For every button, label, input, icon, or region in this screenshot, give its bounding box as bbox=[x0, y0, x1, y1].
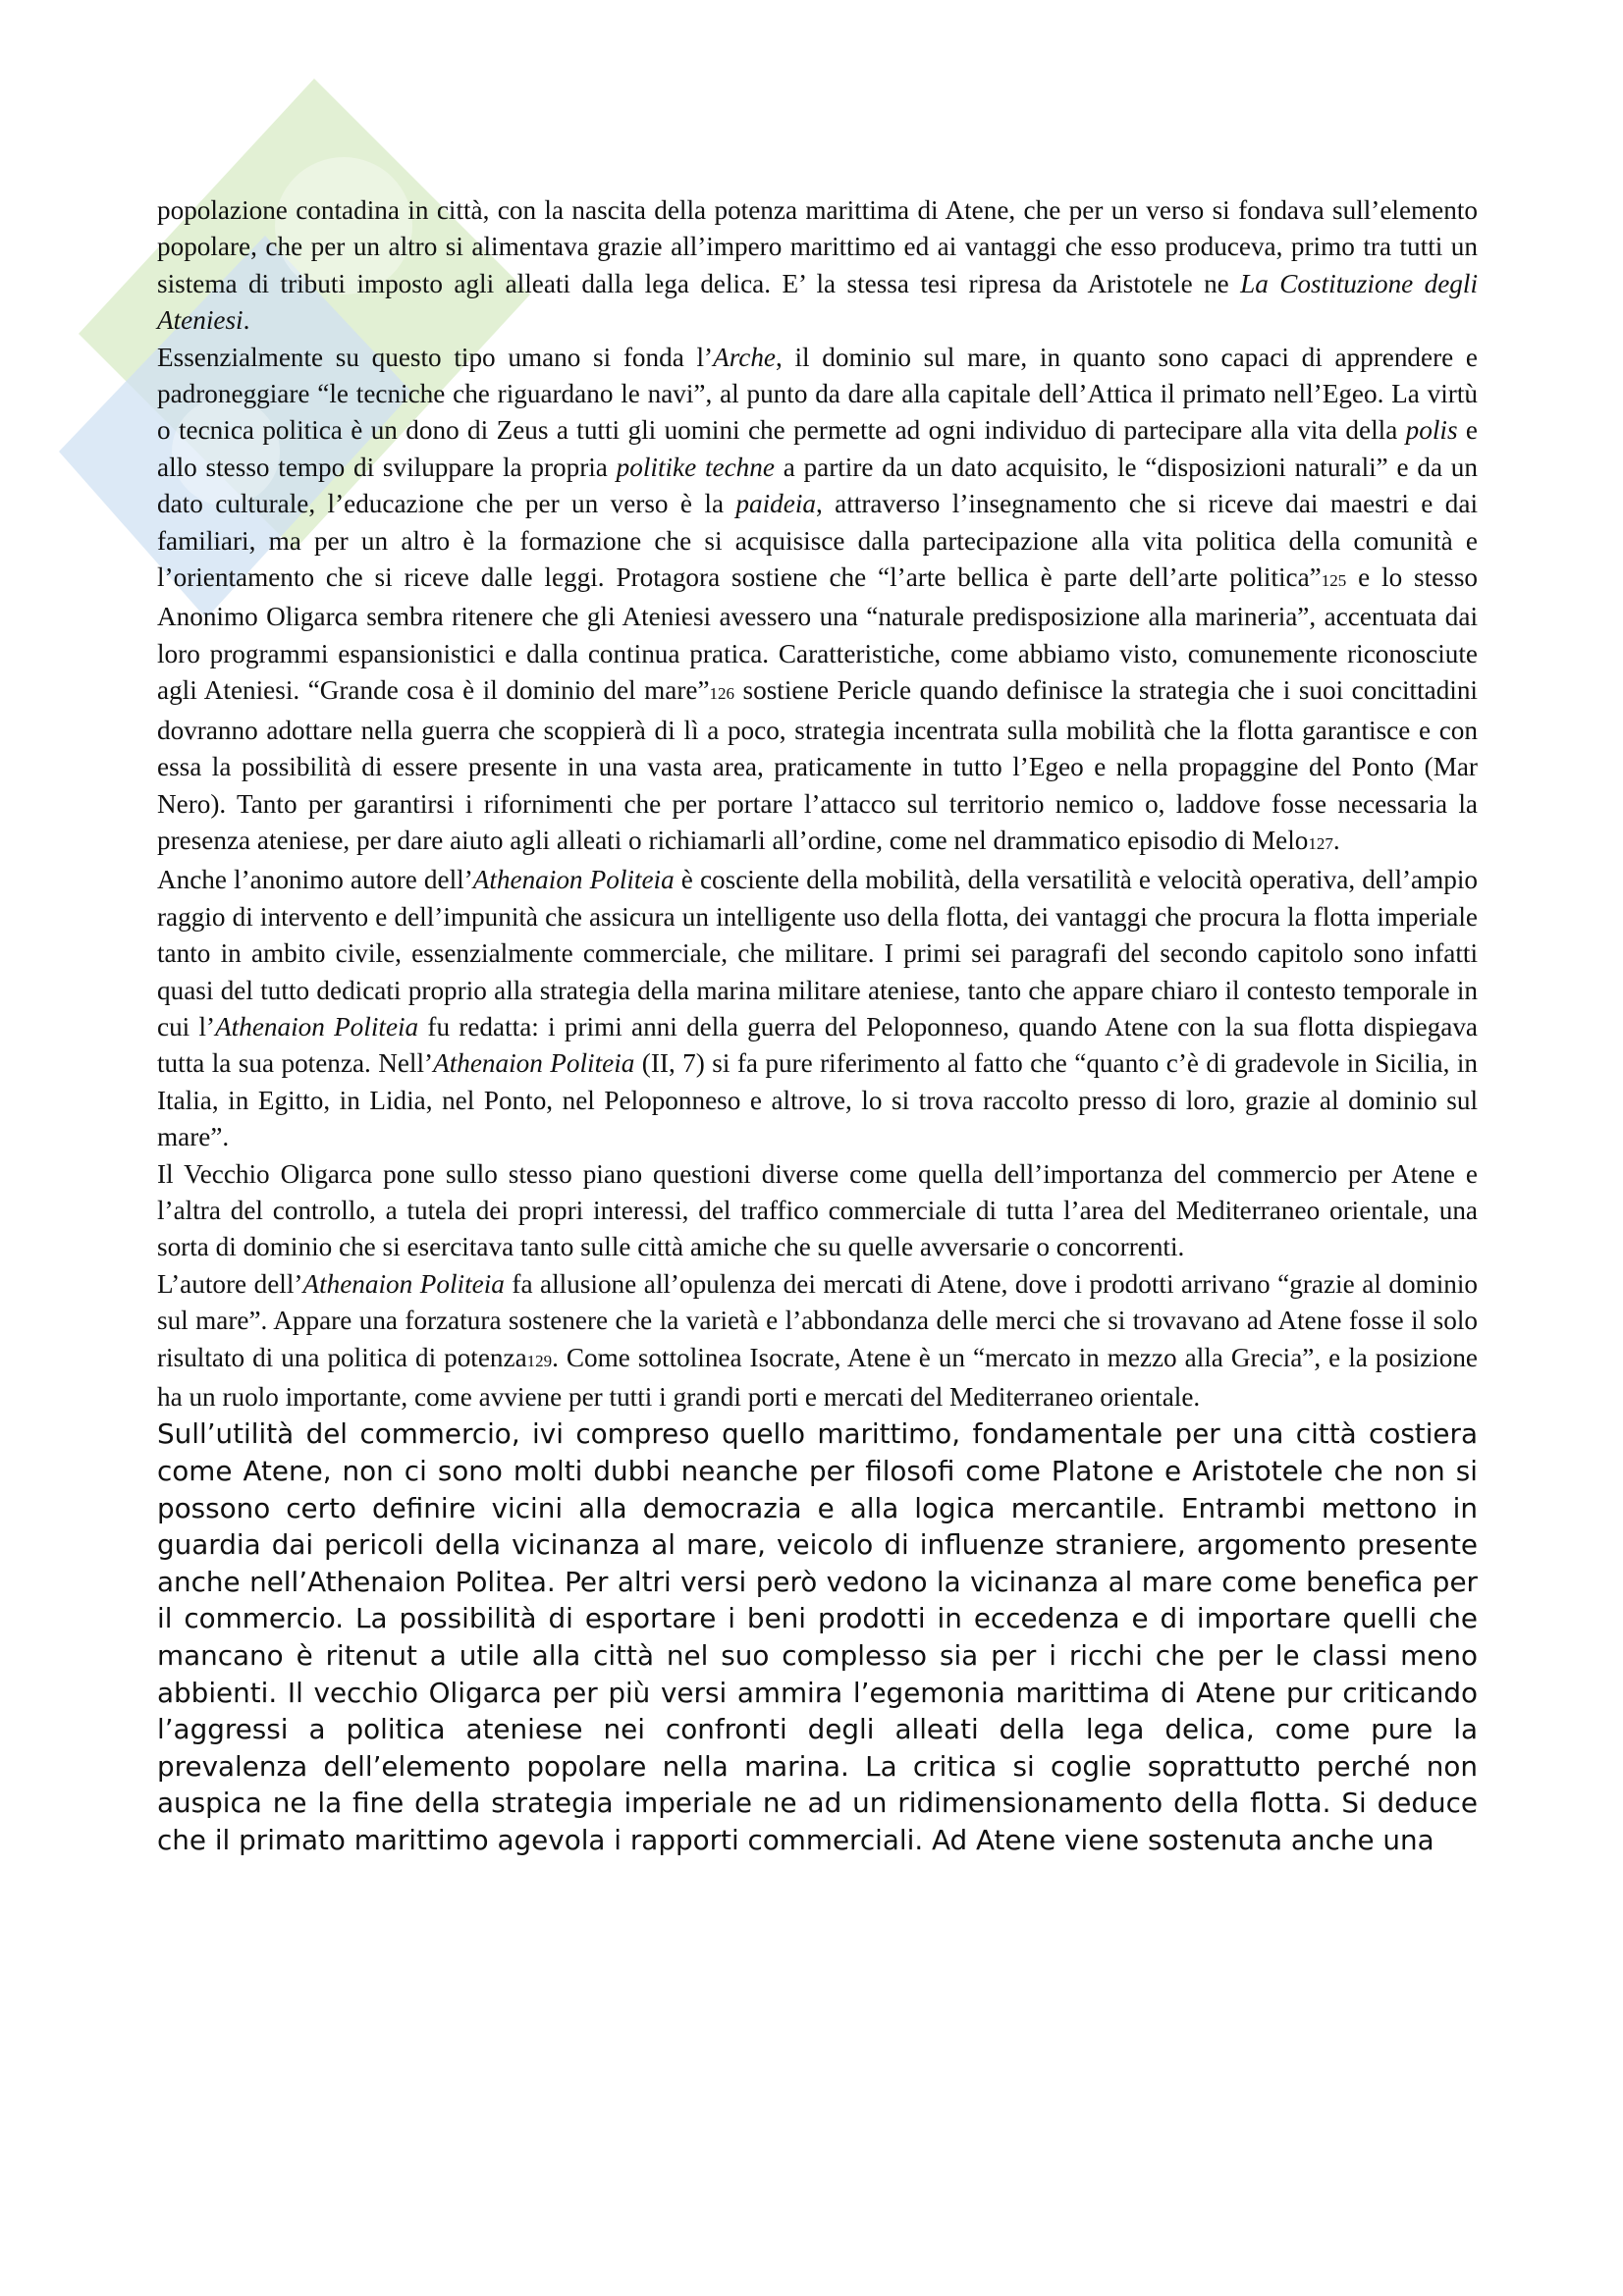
italic-title: Athenaion Politeia bbox=[215, 1011, 419, 1041]
paragraph-5: L’autore dell’Athenaion Politeia fa allusione all’opulenza dei mercati di Atene, dove i prodotti arrivano “grazie al dominio sul mare”. Appare una forzatura sostenere che la varietà e l’abbondanza delle merci che si trovavano ad Atene fosse il solo risultato di una politica di potenza129. Come sottolinea Isocrate, Atene è un “mercato in mezzo alla Grecia”, e la posizione ha un ruolo importante, come avviene per tutti i grandi porti e mercati del Mediterraneo orientale. bbox=[157, 1268, 1478, 1412]
italic-title: La Costituzione degli Ateniesi bbox=[157, 268, 1478, 336]
paragraph-6: Sull’utilità del commercio, ivi compreso quello marittimo, fondamentale per una città costiera come Atene, non ci sono molti dubbi neanche per filosofi come Platone e Aristotele che non si possono certo definire vicini alla democrazia e alla logica mercantile. Entrambi mettono in guardia dai pericoli della vicinanza al mare, veicolo di influenze straniere, argomento presente anche nell’Athenaion Politea. Per altri versi però vedono la vicinanza al mare come benefica per il commercio. La possibilità di esportare i beni prodotti in eccedenza e di importare quelli che mancano è ritenut a utile alla città nel suo complesso sia per i ricchi che per le classi meno abbienti. Il vecchio Oligarca per più versi ammira l’egemonia marittima di Atene pur criticando l’aggressi a politica ateniese nei confronti degli alleati della lega delica, come pure la prevalenza dell’elemento popolare nella marina. La critica si coglie soprattutto perché non auspica ne la fine della strategia imperiale ne ad un ridimensionamento della flotta. Si deduce che il primato marittimo agevola i rapporti commerciali. Ad Atene viene sostenuta anche una bbox=[157, 1417, 1478, 1856]
document-body bbox=[157, 192, 1478, 1859]
italic-term: Arche bbox=[713, 342, 776, 372]
italic-title: Athenaion Politeia bbox=[472, 865, 675, 895]
footnote-ref: 126 bbox=[709, 684, 735, 704]
paragraph-3: Anche l’anonimo autore dell’Athenaion Politeia è cosciente della mobilità, della versatilità e velocità operativa, dell’ampio raggio di intervento e dell’impunità che assicura un intelligente uso della flotta, dei vantaggi che procura la flotta imperiale tanto in ambito civile, essenzialmente commerciale, che militare. I primi sei paragrafi del secondo capitolo sono infatti quasi del tutto dedicati proprio alla strategia della marina militare ateniese, tanto che appare chiaro il contesto temporale in cui l’Athenaion Politeia fu redatta: i primi anni della guerra del Peloponneso, quando Atene con la sua flotta dispiegava tutta la sua potenza. Nell’Athenaion Politeia (II, 7) si fa pure riferimento al fatto che “quanto c’è di gradevole in Sicilia, in Italia, in Egitto, in Lidia, nel Ponto, nel Peloponneso e altrove, lo si trova raccolto presso di loro, grazie al dominio sul mare”. bbox=[157, 865, 1479, 1152]
italic-title: Athenaion Politeia bbox=[302, 1268, 505, 1299]
footnote-ref: 129 bbox=[526, 1351, 553, 1370]
paragraph-2: Essenzialmente su questo tipo umano si fonda l’Arche, il dominio sul mare, in quanto sono capaci di apprendere e padroneggiare “le tecniche che riguardano le navi”, al punto da dare alla capitale dell’Attica il primato nell’Egeo. La virtù o tecnica politica è un dono di Zeus a tutti gli uomini che permette ad ogni individuo di partecipare alla vita della polis e allo stesso tempo di sviluppare la propria politike techne a partire da un dato acquisito, le “disposizioni naturali” e da un dato culturale, l’educazione che per un verso è la paideia, attraverso l’insegnamento che si riceve dai maestri e dai familiari, ma per un altro è la formazione che si acquisisce dalla partecipazione alla vita politica della comunità e l’orientamento che si riceve dalle leggi. Protagora sostiene che “l’arte bellica è parte dell’arte politica”125 e lo stesso Anonimo Oligarca sembra ritenere che gli Ateniesi avessero una “naturale predisposizione alla marineria”, accentuata dai loro programmi espansionistici e dalla continua pratica. Caratteristiche, come abbiamo visto, comunemente riconosciute agli Ateniesi. “Grande cosa è il dominio del mare”126 sostiene Pericle quando definisce la strategia che i suoi concittadini dovranno adottare nella guerra che scoppierà di lì a poco, strategia incentrata sulla mobilità che la flotta garantisce e con essa la possibilità di essere presente in una vasta area, praticamente in tutto l’Egeo e nella propaggine del Ponto (Mar Nero). Tanto per garantirsi i rifornimenti che per portare l’attacco sul territorio nemico o, laddove fosse necessaria la presenza ateniese, per dare aiuto agli alleati o richiamarli all’ordine, come nel drammatico episodio di Melo127. bbox=[157, 342, 1478, 855]
italic-term: politike techne bbox=[616, 452, 775, 482]
italic-term: paideia bbox=[735, 489, 816, 519]
paragraph-1: popolazione contadina in città, con la nascita della potenza marittima di Atene, che per un verso si fondava sull’elemento popolare, che per un altro si alimentava grazie all’impero marittimo ed ai vantaggi che esso produceva, primo tra tutti un sistema di tributi imposto agli alleati dalla lega delica. E’ la stessa tesi ripresa da Aristotele ne La Costituzione degli Ateniesi. bbox=[157, 195, 1478, 336]
paragraph-4: Il Vecchio Oligarca pone sullo stesso piano questioni diverse come quella dell’importanza del commercio per Atene e l’altra del controllo, a tutela dei propri interessi, del traffico commerciale di tutta l’area del Mediterraneo orientale, una sorta di dominio che si esercitava tanto sulle città amiche che su quelle avversarie o concorrenti. bbox=[157, 1158, 1478, 1262]
italic-term: polis bbox=[1405, 415, 1458, 446]
italic-title: Athenaion Politeia bbox=[433, 1048, 635, 1079]
footnote-ref: 125 bbox=[1321, 571, 1347, 591]
footnote-ref: 127 bbox=[1308, 833, 1333, 853]
